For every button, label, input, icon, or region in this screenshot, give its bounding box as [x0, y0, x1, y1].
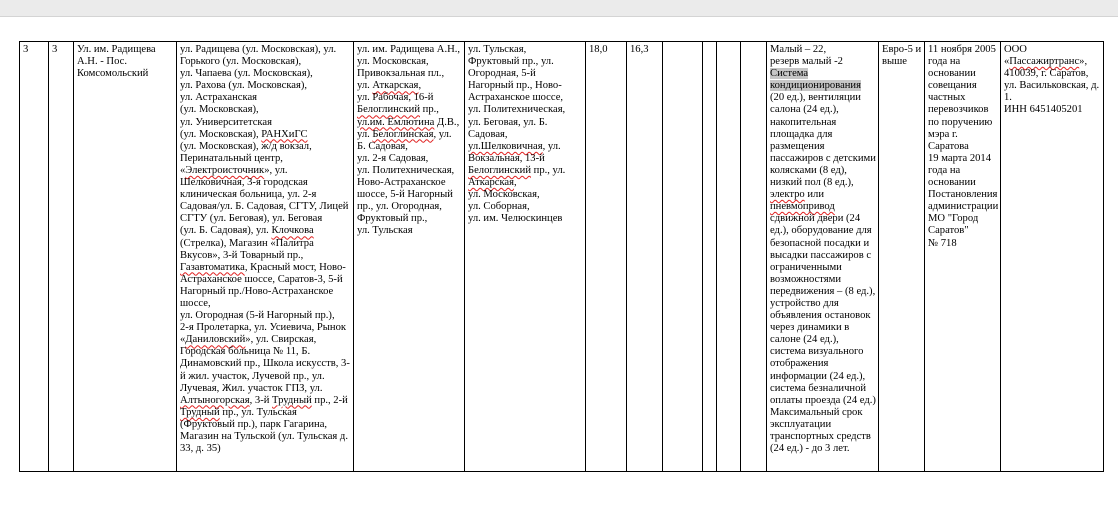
- misspelled-word: РАНХиГС: [261, 128, 308, 140]
- text-segment: пр., ул. Тульская (Фруктовый пр.), парк Гагарина, Магазин на Тульской (ул. Тульская д. 33, д. 35): [180, 406, 348, 455]
- text-segment: , ул. Рабочая, 16-й: [357, 80, 434, 104]
- misspelled-word: ул.им. Емлютина: [357, 116, 435, 128]
- table-row: [20, 42, 1104, 472]
- misspelled-word: пневмопривод: [770, 201, 835, 213]
- misspelled-word: Клочкова: [271, 225, 314, 237]
- carrier-cell: [1001, 42, 1104, 472]
- text-segment: (20 ед.), вентиляции салона (24 ед.), накопительная площадка для размещения пассажиров с детскими колясками (8 ед), низкий пол (8 ед.),: [770, 92, 876, 189]
- empty-cell: [741, 42, 767, 472]
- text-segment: пр., 2-й: [311, 394, 348, 406]
- length-forward-cell: 18,0: [586, 42, 627, 472]
- text-segment: (ул. Московская), ж/д вокзал, Перинатальный центр, «: [180, 140, 312, 176]
- text-segment: ул. Тульская, Фруктовый пр., ул. Огородная, 5-й Нагорный пр., Ново-Астраханское шоссе, ул. Политехническая, ул. Беговая, ул. Б. Садовая,: [468, 44, 566, 140]
- misspelled-word: Аткарская: [468, 177, 515, 189]
- text-segment: , ул. Вокзальная, 13-й: [468, 140, 561, 164]
- streets-backward-cell: [465, 42, 586, 472]
- text-segment: ул. Радищева (ул. Московская), ул. Горького (ул. Московская), ул. Чапаева (ул. Московская), ул. Рахова (ул. Московская), ул. Астраханская (ул. Московская), ул. Университетская (ул. Московская),: [180, 44, 337, 140]
- text-segment: , Красный мост, Ново-Астраханское шоссе, Саратов-3, 5-й Нагорный пр./Ново-Астраханское шоссе, ул. Огородная (5-й Нагорный пр.), 2-я Пролетарка, ул. Усиевича, Рынок «: [180, 261, 347, 346]
- empty-cell: [663, 42, 703, 472]
- stops-cell: [177, 42, 354, 472]
- start-date-cell: 11 ноября 2005 года на основании совещания частных перевозчиков по поручению мэра г. Саратова 19 марта 2014 года на основании Постановления администрации МО "Город Саратов" № 718: [925, 42, 1001, 472]
- misspelled-word: Газавтоматика: [180, 261, 245, 273]
- text-segment: », 410039, г. Саратов, ул. Васильковская, д. 1. ИНН 6451405201: [1004, 56, 1100, 116]
- text-segment: пр.,: [422, 104, 439, 116]
- length-backward-cell: 16,3: [627, 42, 663, 472]
- routes-table: [19, 41, 1104, 472]
- streets-forward-cell: [354, 42, 465, 472]
- empty-cell: [717, 42, 741, 472]
- misspelled-word: Алтыногорская: [180, 394, 250, 406]
- text-segment: (Стрелка), Магазин «Палитра Вкусов», 3-й Товарный пр.,: [180, 237, 314, 261]
- text-segment: или: [804, 189, 824, 201]
- vehicles-cell: [767, 42, 879, 472]
- window-top-bar: [0, 0, 1118, 17]
- text-segment: », ул. Свирская, Городская больница № 11, Б. Динамовский пр., Школа искусств, 3-й жил. участок, Лучевой пр., ул. Лучевая, Жил. участок ГПЗ, ул.: [180, 334, 350, 394]
- text-segment: Малый – 22, резерв малый -2: [770, 44, 843, 68]
- text-segment: пр., ул.: [531, 164, 566, 176]
- text-segment: ул. им. Радищева А.Н., ул. Московская, Привокзальная пл., ул.: [357, 44, 461, 92]
- text-segment: , ул. Московская, ул. Соборная, ул. им. Челюскинцев: [468, 177, 563, 225]
- eco-class-cell: Евро-5 и выше: [879, 42, 925, 472]
- misspelled-word: Белоглинская: [372, 128, 434, 140]
- text-segment: », ул. Шелковичная, 3-я городская клиническая больница, ул. 2-я Садовая/ул. Б. Садовая, СГТУ, Лицей СГТУ (ул. Беговая), ул. Беговая (ул. Б. Садовая), ул.: [180, 164, 349, 237]
- misspelled-word: Пассажиртранс: [1009, 56, 1080, 68]
- misspelled-word: Трудный: [272, 394, 312, 406]
- text-segment: сдвижной двери (24 ед.), оборудование для безопасной посадки и высадки пассажиров с ограниченными возможностями передвижения – (8 ед.), устройство для объявления остановок через динамики в салоне (24 ед.), система визуального отображения информации (24 ед.), система безналичной оплаты проезда (24 ед.) Максимальный срок эксплуатации транспортных средств (24 ед.) - до 3 лет.: [770, 213, 876, 455]
- route-number-cell: 3: [49, 42, 74, 472]
- misspelled-word: электро: [770, 189, 805, 201]
- misspelled-word: Трудный: [180, 406, 220, 418]
- misspelled-word: ул.Шелковичная: [468, 140, 543, 152]
- misspelled-word: Аткарская: [372, 80, 419, 92]
- misspelled-word: Белоглинский: [357, 104, 420, 116]
- text-segment: , 3-й: [249, 394, 273, 406]
- misspelled-word: Белоглинский: [468, 164, 531, 176]
- text-segment: Д.В., ул.: [357, 116, 460, 140]
- misspelled-word: Даниловский: [185, 334, 246, 346]
- row-number-cell: 3: [20, 42, 49, 472]
- empty-cell: [703, 42, 717, 472]
- misspelled-word: Электроисточник: [185, 164, 265, 176]
- text-segment: , ул. Б. Садовая, ул. 2-я Садовая, ул. Политехническая, Ново-Астраханское шоссе, 5-й Нагорный пр., ул. Огородная, Фруктовый пр., ул. Тульская: [357, 128, 455, 237]
- route-name-cell: Ул. им. Радищева А.Н. - Пос. Комсомольский: [74, 42, 177, 472]
- text-segment: ООО «: [1004, 44, 1027, 68]
- highlighted-text: Система кондиционирования: [770, 68, 861, 92]
